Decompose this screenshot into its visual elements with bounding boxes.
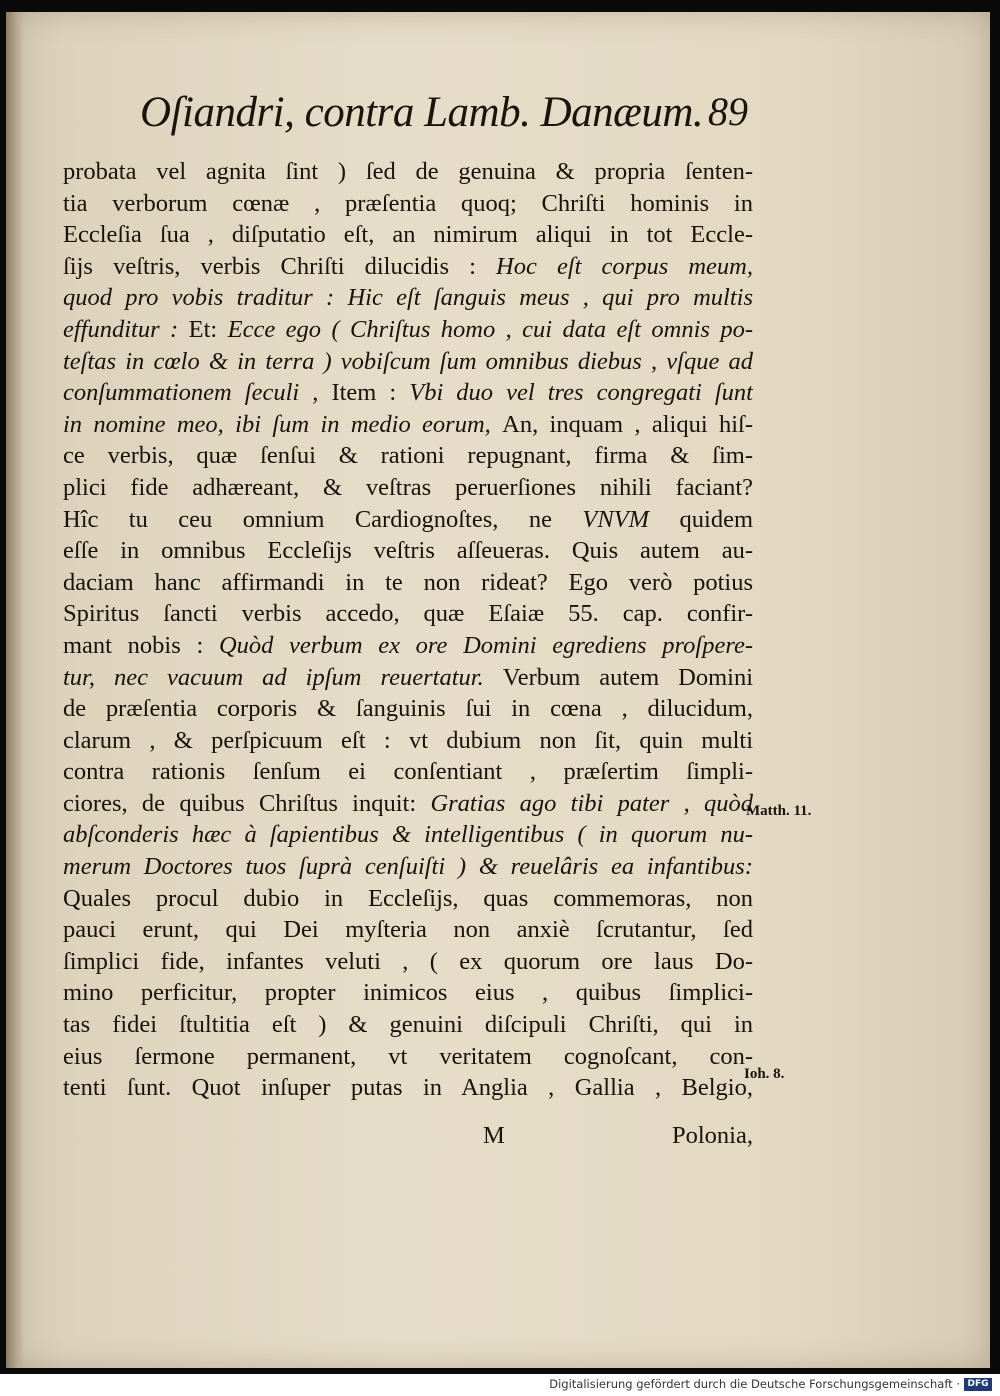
text-line-main: quod pro vobis traditur : Hic eſt ſanguis meus , qui pro multis	[63, 284, 753, 312]
text-line	[63, 377, 753, 409]
text-line	[63, 630, 753, 662]
text-line-main: teſtas in cœlo & in terra ) vobiſcum ſum omnibus diebus , vſque ad	[63, 347, 753, 375]
text-line	[63, 1072, 753, 1104]
text-line	[63, 977, 753, 1009]
text-line	[63, 409, 753, 441]
text-line-main: tenti ſunt. Quot inſuper putas in Anglia , Gallia , Belgio,	[63, 1074, 753, 1102]
text-line	[63, 946, 753, 978]
text-line-italic: Vbi duo vel tres congregati ſunt	[409, 379, 753, 407]
text-line-main: merum Doctores tuos ſuprà cenſuiſti ) & reuelâris ea infantibus:	[63, 853, 753, 881]
text-line-main: ciores, de quibus Chriſtus inquit:	[63, 789, 417, 817]
page-spine-shadow	[6, 12, 24, 1368]
text-line-main: contra rationis ſenſum ei conſentiant , præſertim ſimpli-	[63, 758, 753, 786]
text-line	[63, 282, 753, 314]
text-line-main: Spiritus ſancti verbis accedo, quæ Eſaiæ 55. cap. confir-	[63, 600, 753, 628]
dfg-logo: DFG	[964, 1378, 992, 1391]
text-line-main: clarum , & perſpicuum eſt : vt dubium non ſit, quin multi	[63, 726, 753, 754]
text-line	[63, 346, 753, 378]
text-line-italic: Hoc eſt corpus meum,	[496, 252, 753, 280]
text-line-main: Eccleſia ſua , diſputatio eſt, an nimirum aliqui in tot Eccle-	[63, 221, 753, 249]
text-line	[63, 314, 753, 346]
digitization-footer	[0, 1374, 1000, 1396]
text-line-main: effunditur :	[63, 315, 179, 343]
running-title: Oſiandri, contra Lamb. Danæum.	[140, 89, 704, 136]
text-line	[63, 598, 753, 630]
text-line-main: pauci erunt, qui Dei myſteria non anxiè ſcrutantur, ſed	[63, 916, 753, 944]
catchword: Polonia,	[672, 1122, 753, 1149]
margin-note-matth: Matth. 11.	[746, 803, 812, 819]
text-line-main: ſimplici fide, infantes veluti , ( ex quorum ore laus Do-	[63, 947, 753, 975]
text-line-italic: Ecce ego ( Chriſtus homo , cui data eſt omnis po-	[227, 315, 753, 343]
text-line	[63, 1041, 753, 1073]
body-text	[63, 156, 753, 1104]
text-line	[63, 693, 753, 725]
text-line-main: probata vel agnita ſint ) ſed de genuina & propria ſenten-	[63, 158, 753, 185]
text-line	[63, 567, 753, 599]
text-line	[63, 725, 753, 757]
text-line	[63, 251, 753, 283]
text-line-main: tia verborum cœnæ , præſentia quoq; Chriſti hominis in	[63, 189, 753, 217]
text-line	[63, 504, 753, 536]
text-line-main: Quales procul dubio in Eccleſijs, quas commemoras, non	[63, 884, 753, 912]
text-line	[63, 788, 753, 820]
text-line-main: plici fide adhæreant, & veſtras peruerſiones nihili faciant?	[63, 473, 753, 501]
page-number: 89	[708, 89, 748, 134]
text-line-main: ſijs veſtris, verbis Chriſti dilucidis :	[63, 252, 476, 280]
text-line-main: tur, nec vacuum ad ipſum reuertatur.	[63, 663, 484, 691]
text-line-main: de præſentia corporis & ſanguinis ſui in cœna , dilucidum,	[63, 695, 753, 723]
text-line-main: conſummationem ſeculi ,	[63, 379, 319, 407]
text-line-roman: quidem	[679, 505, 753, 533]
text-line	[63, 440, 753, 472]
text-line-italic: Quòd verbum ex ore Domini egrediens proſpere-	[218, 631, 753, 659]
text-line	[63, 156, 753, 188]
text-line	[63, 188, 753, 220]
text-line	[63, 662, 753, 694]
text-line-main: eius ſermone permanent, vt veritatem cognoſcant, con-	[63, 1042, 753, 1070]
running-header	[140, 88, 760, 144]
text-line-roman: An, inquam , aliqui hiſ-	[502, 410, 753, 438]
text-line	[63, 472, 753, 504]
signature-mark: M	[483, 1122, 505, 1149]
text-line	[63, 851, 753, 883]
text-line	[63, 883, 753, 915]
text-line-main: daciam hanc affirmandi in te non rideat? Ego verò potius	[63, 568, 753, 596]
text-line	[63, 756, 753, 788]
text-line	[63, 819, 753, 851]
text-line	[63, 1009, 753, 1041]
text-line	[63, 914, 753, 946]
text-line-main: ce verbis, quæ ſenſui & rationi repugnant, firma & ſim-	[63, 442, 753, 470]
signature-line	[63, 1122, 753, 1154]
text-line-italic: Gratias ago tibi pater , quòd	[430, 789, 753, 817]
text-line-main: abſconderis hæc à ſapientibus & intelligentibus ( in quorum nu-	[63, 821, 753, 849]
footer-credit: Digitalisierung gefördert durch die Deutsche Forschungsgemeinschaft ·	[549, 1377, 960, 1391]
text-line-main: in nomine meo, ibi ſum in medio eorum,	[63, 410, 491, 438]
text-line-main: Hîc tu ceu omnium Cardiognoſtes, ne	[63, 505, 552, 533]
text-line-main: mant nobis :	[63, 631, 204, 659]
text-line-roman: Verbum autem Domini	[502, 663, 753, 691]
text-line	[63, 535, 753, 567]
text-line-italic: VNVM	[582, 505, 650, 533]
text-line-main: tas fidei ſtultitia eſt ) & genuini diſcipuli Chriſti, qui in	[63, 1011, 753, 1039]
margin-note-ioh: Ioh. 8.	[744, 1066, 785, 1082]
text-line-roman: Item :	[331, 379, 397, 407]
text-line-roman: Et:	[188, 315, 218, 343]
text-line-main: eſſe in omnibus Eccleſijs veſtris aſſeueras. Quis autem au-	[63, 537, 753, 565]
text-line-main: mino perficitur, propter inimicos eius , quibus ſimplici-	[63, 979, 753, 1007]
text-line	[63, 219, 753, 251]
